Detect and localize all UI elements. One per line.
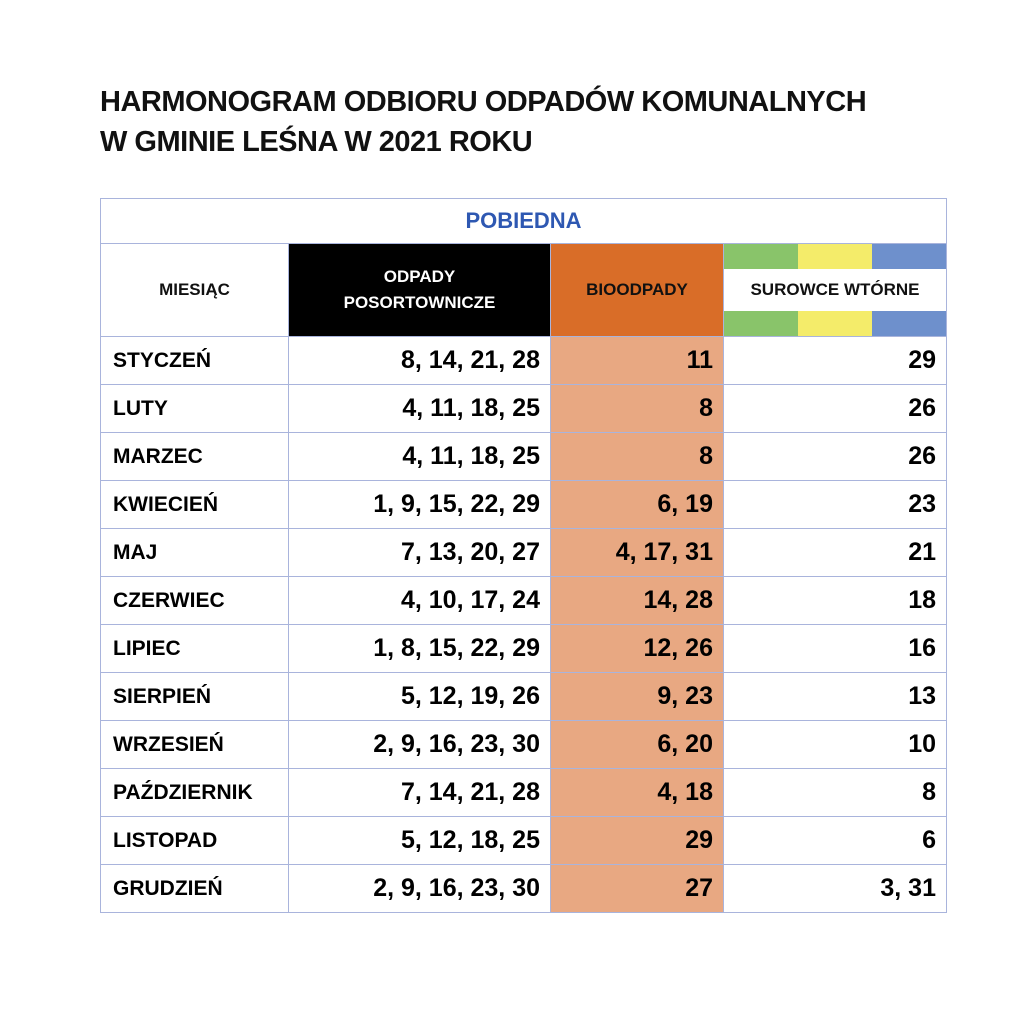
yellow-stripe — [798, 244, 872, 269]
mixed-waste-dates-cell: 2, 9, 16, 23, 30 — [289, 865, 551, 913]
biowaste-dates-cell: 4, 17, 31 — [551, 529, 724, 577]
month-cell: CZERWIEC — [101, 577, 289, 625]
green-stripe — [724, 244, 798, 269]
collection-schedule-table — [100, 198, 947, 913]
header-recyclables-label: SUROWCE WTÓRNE — [750, 280, 920, 299]
biowaste-dates-cell: 4, 18 — [551, 769, 724, 817]
recyclables-dates-cell: 23 — [724, 481, 947, 529]
month-cell: MARZEC — [101, 433, 289, 481]
mixed-waste-dates-cell: 1, 9, 15, 22, 29 — [289, 481, 551, 529]
table-row — [101, 433, 947, 481]
recyclables-dates-cell: 29 — [724, 337, 947, 385]
table-row — [101, 721, 947, 769]
page-title — [100, 82, 866, 162]
month-cell: LIPIEC — [101, 625, 289, 673]
biowaste-dates-cell: 11 — [551, 337, 724, 385]
color-stripes-bottom — [724, 311, 946, 336]
title-line-1: HARMONOGRAM ODBIORU ODPADÓW KOMUNALNYCH — [100, 86, 867, 118]
blue-stripe — [872, 244, 946, 269]
table-row — [101, 481, 947, 529]
mixed-waste-dates-cell: 4, 11, 18, 25 — [289, 385, 551, 433]
mixed-waste-dates-cell: 8, 14, 21, 28 — [289, 337, 551, 385]
header-biowaste: BIOODPADY — [551, 244, 724, 337]
month-cell: SIERPIEŃ — [101, 673, 289, 721]
header-mixed-waste — [289, 244, 551, 337]
color-stripes-top — [724, 244, 946, 269]
month-cell: PAŹDZIERNIK — [101, 769, 289, 817]
table-row — [101, 673, 947, 721]
table-row — [101, 817, 947, 865]
month-cell: WRZESIEŃ — [101, 721, 289, 769]
recyclables-dates-cell: 16 — [724, 625, 947, 673]
header-recyclables — [724, 244, 947, 337]
header-month: MIESIĄC — [101, 244, 289, 337]
biowaste-dates-cell: 27 — [551, 865, 724, 913]
recyclables-dates-cell: 18 — [724, 577, 947, 625]
recyclables-dates-cell: 3, 31 — [724, 865, 947, 913]
recyclables-dates-cell: 21 — [724, 529, 947, 577]
month-cell: GRUDZIEŃ — [101, 865, 289, 913]
table-row — [101, 865, 947, 913]
mixed-waste-dates-cell: 5, 12, 19, 26 — [289, 673, 551, 721]
recyclables-dates-cell: 10 — [724, 721, 947, 769]
month-cell: MAJ — [101, 529, 289, 577]
table-row — [101, 769, 947, 817]
recyclables-dates-cell: 8 — [724, 769, 947, 817]
biowaste-dates-cell: 6, 19 — [551, 481, 724, 529]
header-row — [101, 244, 947, 337]
location-row — [101, 199, 947, 244]
schedule-body — [101, 337, 947, 913]
mixed-waste-dates-cell: 7, 13, 20, 27 — [289, 529, 551, 577]
mixed-waste-dates-cell: 7, 14, 21, 28 — [289, 769, 551, 817]
month-cell: LISTOPAD — [101, 817, 289, 865]
biowaste-dates-cell: 8 — [551, 385, 724, 433]
mixed-waste-dates-cell: 1, 8, 15, 22, 29 — [289, 625, 551, 673]
month-cell: LUTY — [101, 385, 289, 433]
biowaste-dates-cell: 8 — [551, 433, 724, 481]
green-stripe — [724, 311, 798, 336]
blue-stripe — [872, 311, 946, 336]
recyclables-dates-cell: 26 — [724, 433, 947, 481]
table-row — [101, 385, 947, 433]
biowaste-dates-cell: 29 — [551, 817, 724, 865]
title-line-2: W GMINIE LEŚNA W 2021 ROKU — [100, 126, 533, 158]
biowaste-dates-cell: 9, 23 — [551, 673, 724, 721]
recyclables-dates-cell: 26 — [724, 385, 947, 433]
biowaste-dates-cell: 12, 26 — [551, 625, 724, 673]
month-cell: KWIECIEŃ — [101, 481, 289, 529]
header-mixed-line-2: POSORTOWNICZE — [343, 293, 496, 312]
header-mixed-line-1: ODPADY — [383, 267, 456, 286]
location-name: POBIEDNA — [101, 199, 947, 244]
mixed-waste-dates-cell: 2, 9, 16, 23, 30 — [289, 721, 551, 769]
table-row — [101, 577, 947, 625]
recyclables-dates-cell: 6 — [724, 817, 947, 865]
biowaste-dates-cell: 14, 28 — [551, 577, 724, 625]
table-row — [101, 529, 947, 577]
mixed-waste-dates-cell: 4, 11, 18, 25 — [289, 433, 551, 481]
mixed-waste-dates-cell: 4, 10, 17, 24 — [289, 577, 551, 625]
mixed-waste-dates-cell: 5, 12, 18, 25 — [289, 817, 551, 865]
month-cell: STYCZEŃ — [101, 337, 289, 385]
yellow-stripe — [798, 311, 872, 336]
biowaste-dates-cell: 6, 20 — [551, 721, 724, 769]
table-row — [101, 625, 947, 673]
recyclables-dates-cell: 13 — [724, 673, 947, 721]
table-row — [101, 337, 947, 385]
